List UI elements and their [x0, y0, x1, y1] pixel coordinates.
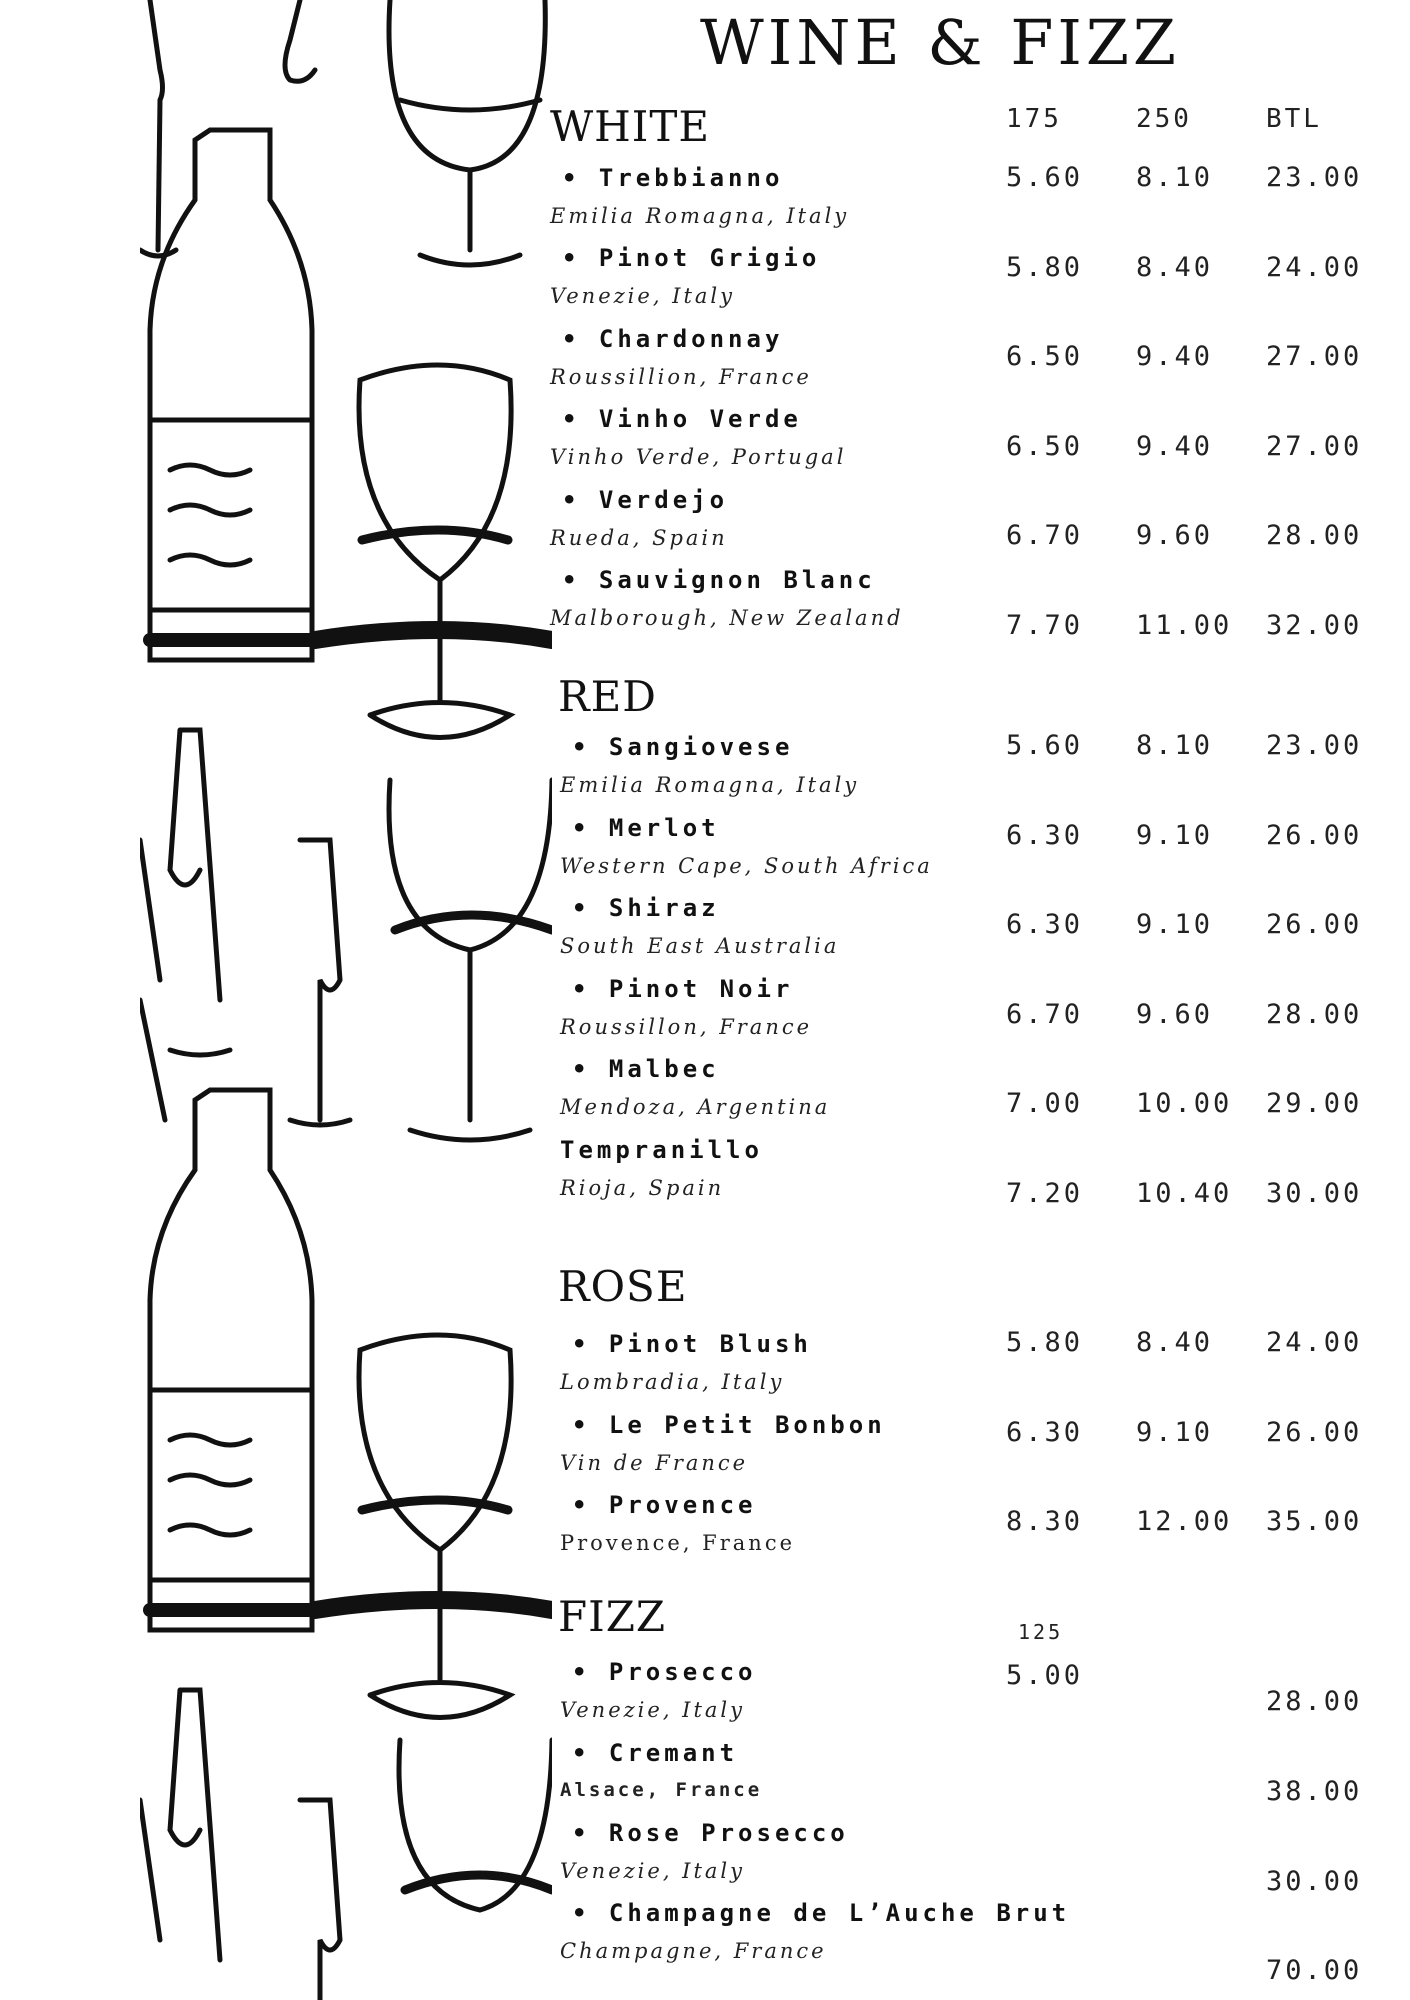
wine-name: Tempranillo — [560, 1136, 763, 1164]
wine-sketch-icon — [140, 0, 552, 2000]
section-title-white: WHITE — [550, 102, 711, 151]
price-250: 9.40 — [1136, 341, 1214, 372]
wine-origin: Vinho Verde, Portugal — [550, 445, 847, 469]
wine-name: • Malbec — [572, 1055, 720, 1083]
price-btl: 27.00 — [1266, 431, 1363, 462]
price-250: 10.40 — [1136, 1178, 1233, 1209]
price-250: 8.40 — [1136, 1327, 1214, 1358]
price-btl: 23.00 — [1266, 162, 1363, 193]
price-250: 11.00 — [1136, 610, 1233, 641]
price-btl: 29.00 — [1266, 1088, 1363, 1119]
wine-origin: Emilia Romagna, Italy — [550, 204, 850, 228]
wine-name: • Merlot — [572, 814, 720, 842]
price-175: 7.00 — [1006, 1088, 1084, 1119]
price-175: 5.80 — [1006, 1327, 1084, 1358]
column-header-btl: BTL — [1266, 104, 1322, 134]
wine-origin: South East Australia — [560, 934, 840, 958]
wine-origin: Malborough, New Zealand — [550, 606, 904, 630]
wine-name: • Provence — [572, 1491, 757, 1519]
price-175: 5.80 — [1006, 252, 1084, 283]
price-btl: 27.00 — [1266, 341, 1363, 372]
wine-origin: Alsace, France — [560, 1779, 763, 1801]
price-250: 9.10 — [1136, 909, 1214, 940]
price-250: 12.00 — [1136, 1506, 1233, 1537]
wine-origin: Rueda, Spain — [550, 526, 728, 550]
price-btl: 35.00 — [1266, 1506, 1363, 1537]
price-btl: 38.00 — [1266, 1776, 1363, 1807]
price-btl: 70.00 — [1266, 1955, 1363, 1986]
price-175: 5.60 — [1006, 730, 1084, 761]
wine-name: • Prosecco — [572, 1658, 757, 1686]
wine-origin: Venezie, Italy — [550, 284, 736, 308]
price-175: 6.30 — [1006, 909, 1084, 940]
price-175: 6.30 — [1006, 820, 1084, 851]
price-btl: 24.00 — [1266, 1327, 1363, 1358]
price-125: 5.00 — [1006, 1660, 1084, 1691]
wine-origin: Champagne, France — [560, 1939, 827, 1963]
price-250: 8.40 — [1136, 252, 1214, 283]
price-250: 10.00 — [1136, 1088, 1233, 1119]
wine-name: • Pinot Blush — [572, 1330, 812, 1358]
wine-name: • Vinho Verde — [562, 405, 802, 433]
price-175: 7.70 — [1006, 610, 1084, 641]
wine-name: • Verdejo — [562, 486, 729, 514]
wine-name: • Le Petit Bonbon — [572, 1411, 886, 1439]
wine-name: • Trebbianno — [562, 164, 784, 192]
wine-illustration — [140, 0, 552, 2000]
price-btl: 30.00 — [1266, 1178, 1363, 1209]
wine-origin: Rioja, Spain — [560, 1176, 725, 1200]
section-title-red: RED — [558, 672, 657, 721]
price-btl: 32.00 — [1266, 610, 1363, 641]
price-250: 8.10 — [1136, 162, 1214, 193]
wine-name: • Chardonnay — [562, 325, 784, 353]
wine-origin: Provence, France — [560, 1531, 796, 1555]
wine-name: • Shiraz — [572, 894, 720, 922]
wine-origin: Western Cape, South Africa — [560, 854, 933, 878]
price-btl: 26.00 — [1266, 1417, 1363, 1448]
price-btl: 26.00 — [1266, 820, 1363, 851]
wine-name: • Pinot Noir — [572, 975, 794, 1003]
price-btl: 26.00 — [1266, 909, 1363, 940]
wine-name: • Sauvignon Blanc — [562, 566, 876, 594]
wine-name: • Rose Prosecco — [572, 1819, 849, 1847]
menu-title: WINE & FIZZ — [700, 6, 1180, 79]
wine-name: • Champagne de L’Auche Brut — [572, 1899, 1071, 1927]
wine-name: • Cremant — [572, 1739, 739, 1767]
price-btl: 28.00 — [1266, 999, 1363, 1030]
price-175: 6.50 — [1006, 341, 1084, 372]
price-175: 5.60 — [1006, 162, 1084, 193]
wine-origin: Roussillon, France — [560, 1015, 813, 1039]
price-250: 9.60 — [1136, 999, 1214, 1030]
price-175: 6.70 — [1006, 520, 1084, 551]
wine-origin: Roussillion, France — [550, 365, 812, 389]
section-title-fizz: FIZZ — [558, 1592, 667, 1641]
price-175: 7.20 — [1006, 1178, 1084, 1209]
column-header-175: 175 — [1006, 104, 1062, 134]
wine-origin: Lombradia, Italy — [560, 1370, 785, 1394]
wine-name: • Sangiovese — [572, 733, 794, 761]
column-header-125: 125 — [1018, 1620, 1064, 1644]
price-250: 9.60 — [1136, 520, 1214, 551]
price-250: 9.10 — [1136, 820, 1214, 851]
wine-origin: Venezie, Italy — [560, 1698, 746, 1722]
price-175: 6.70 — [1006, 999, 1084, 1030]
wine-origin: Venezie, Italy — [560, 1859, 746, 1883]
price-btl: 24.00 — [1266, 252, 1363, 283]
wine-origin: Vin de France — [560, 1451, 749, 1475]
section-title-rose: ROSE — [558, 1262, 688, 1311]
price-btl: 28.00 — [1266, 520, 1363, 551]
price-btl: 30.00 — [1266, 1866, 1363, 1897]
price-btl: 23.00 — [1266, 730, 1363, 761]
price-250: 9.10 — [1136, 1417, 1214, 1448]
price-250: 9.40 — [1136, 431, 1214, 462]
wine-name: • Pinot Grigio — [562, 244, 821, 272]
price-250: 8.10 — [1136, 730, 1214, 761]
price-175: 6.50 — [1006, 431, 1084, 462]
wine-origin: Emilia Romagna, Italy — [560, 773, 860, 797]
price-175: 6.30 — [1006, 1417, 1084, 1448]
column-header-250: 250 — [1136, 104, 1192, 134]
price-btl: 28.00 — [1266, 1686, 1363, 1717]
price-175: 8.30 — [1006, 1506, 1084, 1537]
wine-origin: Mendoza, Argentina — [560, 1095, 831, 1119]
